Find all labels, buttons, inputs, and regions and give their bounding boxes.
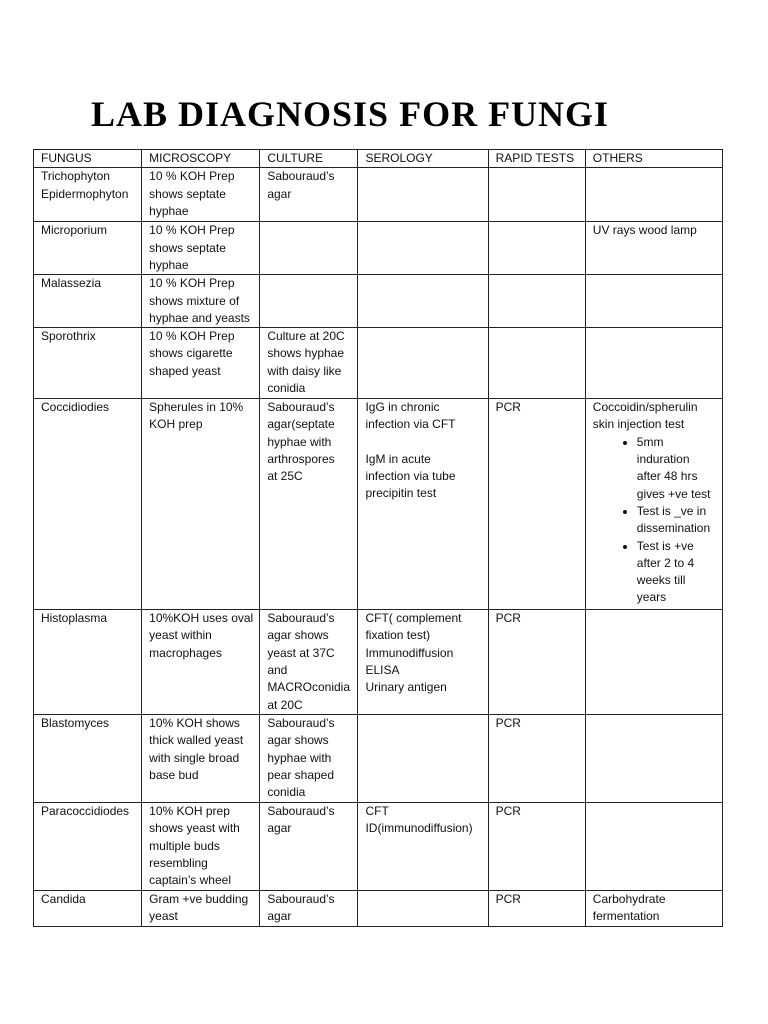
table-cell: Sporothrix [34, 328, 142, 399]
table-cell [585, 328, 722, 399]
table-cell: Malassezia [34, 275, 142, 328]
table-cell: 10% KOH prep shows yeast with multiple buds resembling captain’s wheel [142, 803, 260, 891]
table-cell [260, 275, 358, 328]
table-cell [585, 803, 722, 891]
table-cell: Paracoccidiodes [34, 803, 142, 891]
table-cell: Spherules in 10% KOH prep [142, 399, 260, 610]
table-cell: IgG in chronic infection via CFT IgM in acute infection via tube precipitin test [358, 399, 488, 610]
table-cell [260, 222, 358, 275]
table-cell: Sabouraud’s agar [260, 168, 358, 222]
table-row [34, 891, 723, 927]
table-cell: Histoplasma [34, 610, 142, 715]
column-header: RAPID TESTS [488, 150, 585, 168]
table-cell [358, 328, 488, 399]
table-cell [358, 168, 488, 222]
table-cell: PCR [488, 715, 585, 803]
table-row [34, 715, 723, 803]
table-cell: 10 % KOH Prep shows mixture of hyphae and yeasts [142, 275, 260, 328]
list-item: • 5mm induration after 48 hrs gives +ve test [637, 434, 717, 503]
table-cell: Sabouraud’s agar shows yeast at 37C and MACROconidia at 20C [260, 610, 358, 715]
table-cell: Sabouraud’s agar(septate hyphae with arthrospores at 25C [260, 399, 358, 610]
table-cell [488, 275, 585, 328]
table-row [34, 610, 723, 715]
table-row [34, 328, 723, 399]
table-cell: 10% KOH shows thick walled yeast with single broad base bud [142, 715, 260, 803]
page-title: LAB DIAGNOSIS FOR FUNGI [91, 94, 610, 134]
bullet-list [593, 434, 717, 607]
table-cell: Sabouraud’s agar [260, 891, 358, 927]
fungi-table [33, 149, 723, 927]
table-cell [358, 715, 488, 803]
column-header: OTHERS [585, 150, 722, 168]
table-cell: 10 % KOH Prep shows cigarette shaped yeast [142, 328, 260, 399]
list-item: • Test is _ve in dissemination [637, 503, 717, 538]
table-row [34, 803, 723, 891]
table-cell: Carbohydrate fermentation [585, 891, 722, 927]
table-cell [358, 222, 488, 275]
table-row [34, 222, 723, 275]
table-cell: PCR [488, 610, 585, 715]
table-cell: CFT ID(immunodiffusion) [358, 803, 488, 891]
table-cell [488, 328, 585, 399]
table-cell: Coccoidin/spherulin skin injection test • 5mm induration after 48 hrs gives +ve test • Test is _ve in dissemination • Test is +ve after 2 to 4 weeks till years [585, 399, 722, 610]
table-cell [585, 610, 722, 715]
table-cell: Sabouraud’s agar shows hyphae with pear shaped conidia [260, 715, 358, 803]
table-cell: 10 % KOH Prep shows septate hyphae [142, 168, 260, 222]
column-header: CULTURE [260, 150, 358, 168]
table-cell: Coccidiodies [34, 399, 142, 610]
table-cell: PCR [488, 891, 585, 927]
table-cell: Microporium [34, 222, 142, 275]
column-header: FUNGUS [34, 150, 142, 168]
table-cell [488, 222, 585, 275]
table-cell: Culture at 20C shows hyphae with daisy like conidia [260, 328, 358, 399]
table-row [34, 399, 723, 610]
table-cell: Blastomyces [34, 715, 142, 803]
table-cell [585, 715, 722, 803]
table-cell [358, 275, 488, 328]
table-cell: Trichophyton Epidermophyton [34, 168, 142, 222]
table-cell [358, 891, 488, 927]
table-cell [585, 275, 722, 328]
table-cell: Candida [34, 891, 142, 927]
table-cell: 10%KOH uses oval yeast within macrophages [142, 610, 260, 715]
column-header: SEROLOGY [358, 150, 488, 168]
table-cell: Sabouraud’s agar [260, 803, 358, 891]
table-row [34, 168, 723, 222]
table-cell [585, 168, 722, 222]
list-item: • Test is +ve after 2 to 4 weeks till years [637, 538, 717, 607]
table-row [34, 275, 723, 328]
table-cell [488, 168, 585, 222]
table-cell: 10 % KOH Prep shows septate hyphae [142, 222, 260, 275]
column-header: MICROSCOPY [142, 150, 260, 168]
table-cell: UV rays wood lamp [585, 222, 722, 275]
table-cell: PCR [488, 399, 585, 610]
table-cell: Gram +ve budding yeast [142, 891, 260, 927]
table-cell: PCR [488, 803, 585, 891]
header-row [34, 150, 723, 168]
table-cell: CFT( complement fixation test) Immunodiffusion ELISA Urinary antigen [358, 610, 488, 715]
